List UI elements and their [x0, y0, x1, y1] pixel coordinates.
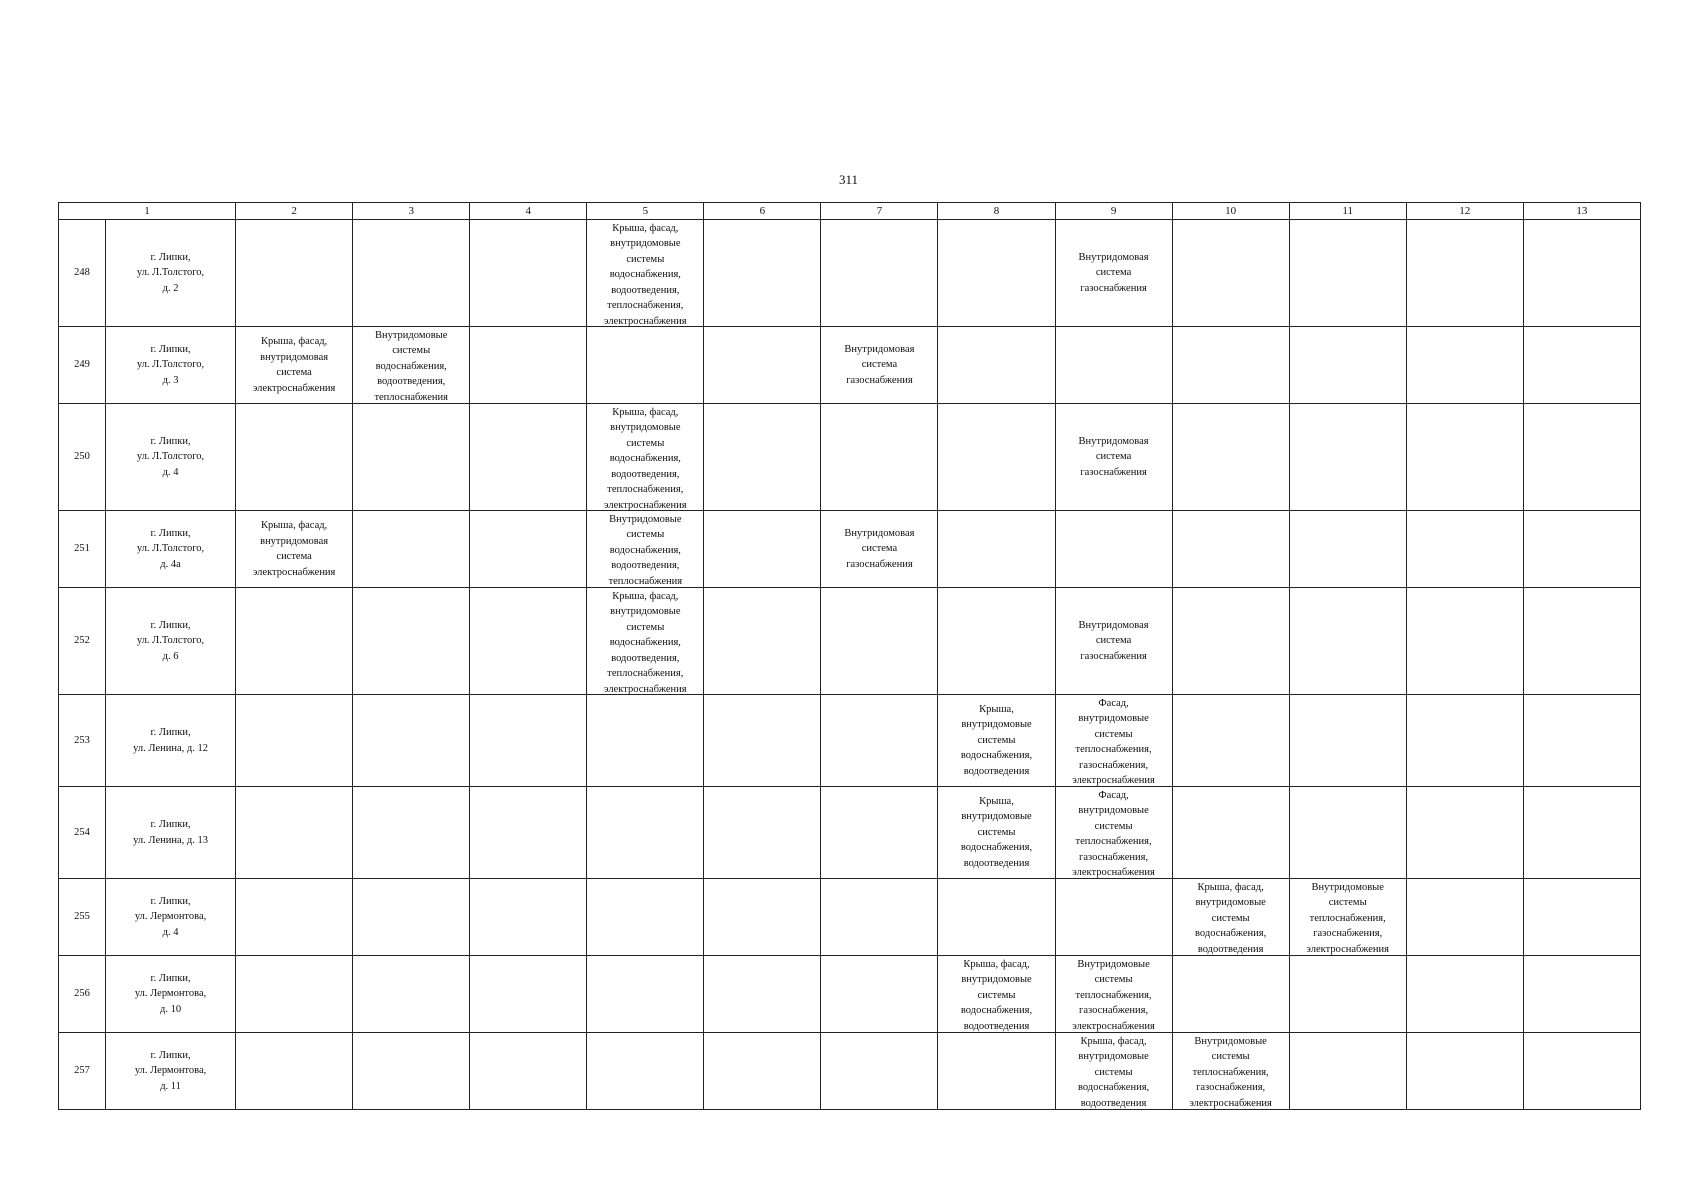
address-cell [106, 787, 236, 879]
header-row [59, 203, 1641, 220]
work-cell [587, 956, 704, 1033]
work-cell [821, 220, 938, 327]
work-cell [587, 695, 704, 787]
work-cell [1406, 220, 1523, 327]
work-cell [1055, 1033, 1172, 1110]
work-cell [704, 956, 821, 1033]
work-cell [353, 404, 470, 511]
work-text: Внутридомовые системы теплоснабжения, газоснабжения, электроснабжения [1189, 1035, 1272, 1109]
work-cell [938, 879, 1055, 956]
address-text: г. Липки, ул. Лермонтова, д. 4 [134, 895, 207, 938]
work-cell [1055, 220, 1172, 327]
work-cell [587, 787, 704, 879]
work-cell [470, 588, 587, 695]
work-text: Внутридомовая система газоснабжения [1078, 251, 1149, 294]
work-cell [470, 404, 587, 511]
column-header: 8 [938, 203, 1055, 220]
work-cell [236, 588, 353, 695]
work-cell [236, 879, 353, 956]
row-number: 248 [59, 220, 106, 327]
work-text: Внутридомовые системы водоснабжения, водоотведения, теплоснабжения [608, 513, 683, 587]
work-cell [704, 879, 821, 956]
address-text: г. Липки, ул. Лермонтова, д. 11 [134, 1049, 207, 1092]
table-row [59, 404, 1641, 511]
work-cell [704, 327, 821, 404]
table-row [59, 220, 1641, 327]
work-cell [587, 1033, 704, 1110]
work-text: Внутридомовые системы теплоснабжения, газоснабжения, электроснабжения [1306, 881, 1389, 955]
column-header: 4 [470, 203, 587, 220]
work-cell [470, 1033, 587, 1110]
work-text: Внутридомовые системы водоснабжения, водоотведения, теплоснабжения [374, 329, 448, 403]
work-cell [821, 1033, 938, 1110]
address-text: г. Липки, ул. Ленина, д. 13 [133, 819, 208, 846]
work-cell [1172, 695, 1289, 787]
work-text: Крыша, фасад, внутридомовая система электроснабжения [252, 520, 336, 578]
work-cell [353, 787, 470, 879]
work-text: Крыша, фасад, внутридомовые системы водоснабжения, водоотведения, теплоснабжения, электроснабжения [604, 406, 687, 510]
work-text: Крыша, фасад, внутридомовые системы водоснабжения, водоотведения [1195, 881, 1267, 955]
row-number: 249 [59, 327, 106, 404]
work-cell [470, 956, 587, 1033]
work-cell [1172, 220, 1289, 327]
work-cell [821, 404, 938, 511]
work-cell [1289, 1033, 1406, 1110]
work-cell [938, 695, 1055, 787]
table-body [59, 220, 1641, 1110]
work-cell [704, 588, 821, 695]
works-table [58, 202, 1641, 1110]
work-cell [1406, 879, 1523, 956]
table-row [59, 787, 1641, 879]
column-header: 9 [1055, 203, 1172, 220]
work-cell [470, 787, 587, 879]
column-header: 13 [1523, 203, 1640, 220]
address-text: г. Липки, ул. Л.Толстого, д. 2 [136, 251, 205, 294]
work-text: Внутридомовая система газоснабжения [1078, 435, 1149, 478]
address-text: г. Липки, ул. Л.Толстого, д. 6 [136, 619, 205, 662]
work-cell [938, 511, 1055, 588]
work-cell [821, 695, 938, 787]
work-cell [353, 1033, 470, 1110]
work-cell [353, 695, 470, 787]
work-cell [1523, 404, 1640, 511]
work-cell [1406, 787, 1523, 879]
work-text: Крыша, фасад, внутридомовые системы водоснабжения, водоотведения, теплоснабжения, электроснабжения [604, 222, 687, 326]
row-number: 251 [59, 511, 106, 588]
work-text: Внутридомовая система газоснабжения [1078, 619, 1149, 662]
work-cell [1289, 404, 1406, 511]
address-cell [106, 220, 236, 327]
table-row [59, 1033, 1641, 1110]
work-cell [1406, 327, 1523, 404]
work-cell [1523, 787, 1640, 879]
work-cell [587, 220, 704, 327]
work-cell [236, 327, 353, 404]
work-cell [938, 588, 1055, 695]
column-header: 12 [1406, 203, 1523, 220]
work-cell [1172, 511, 1289, 588]
work-cell [236, 1033, 353, 1110]
work-cell [704, 787, 821, 879]
work-cell [821, 879, 938, 956]
work-cell [1406, 956, 1523, 1033]
address-text: г. Липки, ул. Л.Толстого, д. 4 [136, 435, 205, 478]
work-cell [587, 879, 704, 956]
work-cell [1289, 511, 1406, 588]
work-cell [1289, 787, 1406, 879]
address-cell [106, 956, 236, 1033]
work-cell [587, 588, 704, 695]
work-cell [1055, 787, 1172, 879]
column-header: 10 [1172, 203, 1289, 220]
work-cell [1172, 404, 1289, 511]
address-text: г. Липки, ул. Ленина, д. 12 [133, 727, 208, 754]
work-cell [1055, 956, 1172, 1033]
work-cell [1289, 588, 1406, 695]
address-cell [106, 404, 236, 511]
work-cell [470, 327, 587, 404]
work-cell [236, 511, 353, 588]
table-row [59, 879, 1641, 956]
work-cell [1055, 588, 1172, 695]
work-cell [1406, 404, 1523, 511]
work-cell [236, 956, 353, 1033]
address-cell [106, 588, 236, 695]
work-cell [1523, 956, 1640, 1033]
work-cell [1172, 787, 1289, 879]
work-cell [353, 956, 470, 1033]
work-cell [704, 695, 821, 787]
work-text: Фасад, внутридомовые системы теплоснабжения, газоснабжения, электроснабжения [1072, 697, 1155, 786]
work-cell [353, 879, 470, 956]
page-number: 311 [838, 172, 859, 187]
work-cell [470, 879, 587, 956]
work-text: Крыша, фасад, внутридомовые системы водоснабжения, водоотведения [960, 958, 1033, 1032]
work-cell [1523, 1033, 1640, 1110]
work-cell [470, 511, 587, 588]
work-cell [704, 404, 821, 511]
work-cell [1523, 588, 1640, 695]
work-cell [1055, 511, 1172, 588]
table-row [59, 588, 1641, 695]
work-cell [1172, 327, 1289, 404]
address-text: г. Липки, ул. Л.Толстого, д. 3 [136, 343, 205, 386]
work-cell [236, 404, 353, 511]
column-header: 2 [236, 203, 353, 220]
row-number: 250 [59, 404, 106, 511]
work-cell [1055, 327, 1172, 404]
work-cell [1523, 695, 1640, 787]
work-text: Крыша, внутридомовые системы водоснабжения, водоотведения [960, 795, 1033, 869]
work-cell [704, 511, 821, 588]
work-cell [470, 695, 587, 787]
work-cell [1289, 956, 1406, 1033]
work-text: Крыша, внутридомовые системы водоснабжения, водоотведения [960, 703, 1033, 777]
work-text: Внутридомовая система газоснабжения [844, 343, 915, 386]
row-number: 256 [59, 956, 106, 1033]
work-cell [236, 787, 353, 879]
work-cell [938, 220, 1055, 327]
work-cell [1289, 327, 1406, 404]
work-cell [353, 588, 470, 695]
table-row [59, 695, 1641, 787]
address-cell [106, 695, 236, 787]
work-cell [821, 956, 938, 1033]
work-text: Внутридомовая система газоснабжения [844, 527, 915, 570]
work-cell [938, 327, 1055, 404]
work-text: Фасад, внутридомовые системы теплоснабжения, газоснабжения, электроснабжения [1072, 789, 1155, 878]
work-cell [1406, 511, 1523, 588]
row-number: 252 [59, 588, 106, 695]
row-number: 254 [59, 787, 106, 879]
work-cell [1523, 327, 1640, 404]
column-header: 5 [587, 203, 704, 220]
work-cell [1055, 879, 1172, 956]
work-cell [1523, 220, 1640, 327]
table-row [59, 511, 1641, 588]
work-cell [587, 511, 704, 588]
work-cell [236, 220, 353, 327]
work-cell [1172, 879, 1289, 956]
work-cell [1289, 695, 1406, 787]
column-header: 6 [704, 203, 821, 220]
work-cell [704, 220, 821, 327]
work-cell [821, 787, 938, 879]
column-header: 3 [353, 203, 470, 220]
work-cell [353, 511, 470, 588]
work-cell [353, 220, 470, 327]
work-cell [1406, 695, 1523, 787]
work-cell [353, 327, 470, 404]
work-cell [1523, 879, 1640, 956]
address-text: г. Липки, ул. Лермонтова, д. 10 [134, 972, 207, 1015]
address-cell [106, 879, 236, 956]
work-cell [938, 956, 1055, 1033]
address-cell [106, 1033, 236, 1110]
address-cell [106, 511, 236, 588]
work-cell [470, 220, 587, 327]
work-cell [587, 327, 704, 404]
work-text: Крыша, фасад, внутридомовые системы водоснабжения, водоотведения, теплоснабжения, электроснабжения [604, 590, 687, 694]
work-cell [938, 1033, 1055, 1110]
work-cell [1055, 404, 1172, 511]
address-cell [106, 327, 236, 404]
work-cell [938, 404, 1055, 511]
work-cell [1055, 695, 1172, 787]
table-row [59, 956, 1641, 1033]
row-number: 255 [59, 879, 106, 956]
column-header: 11 [1289, 203, 1406, 220]
address-text: г. Липки, ул. Л.Толстого, д. 4а [136, 527, 205, 570]
work-cell [1172, 956, 1289, 1033]
work-cell [1172, 588, 1289, 695]
column-header: 7 [821, 203, 938, 220]
work-text: Внутридомовые системы теплоснабжения, газоснабжения, электроснабжения [1072, 958, 1155, 1032]
row-number: 253 [59, 695, 106, 787]
work-cell [1523, 511, 1640, 588]
column-header: 1 [59, 203, 236, 220]
row-number: 257 [59, 1033, 106, 1110]
work-cell [1172, 1033, 1289, 1110]
work-cell [821, 588, 938, 695]
work-cell [704, 1033, 821, 1110]
work-cell [587, 404, 704, 511]
work-cell [1406, 1033, 1523, 1110]
table-row [59, 327, 1641, 404]
work-cell [236, 695, 353, 787]
work-cell [938, 787, 1055, 879]
work-cell [1406, 588, 1523, 695]
work-text: Крыша, фасад, внутридомовая система электроснабжения [252, 336, 336, 394]
work-cell [821, 327, 938, 404]
work-cell [821, 511, 938, 588]
work-text: Крыша, фасад, внутридомовые системы водоснабжения, водоотведения [1077, 1035, 1150, 1109]
work-cell [1289, 879, 1406, 956]
work-cell [1289, 220, 1406, 327]
